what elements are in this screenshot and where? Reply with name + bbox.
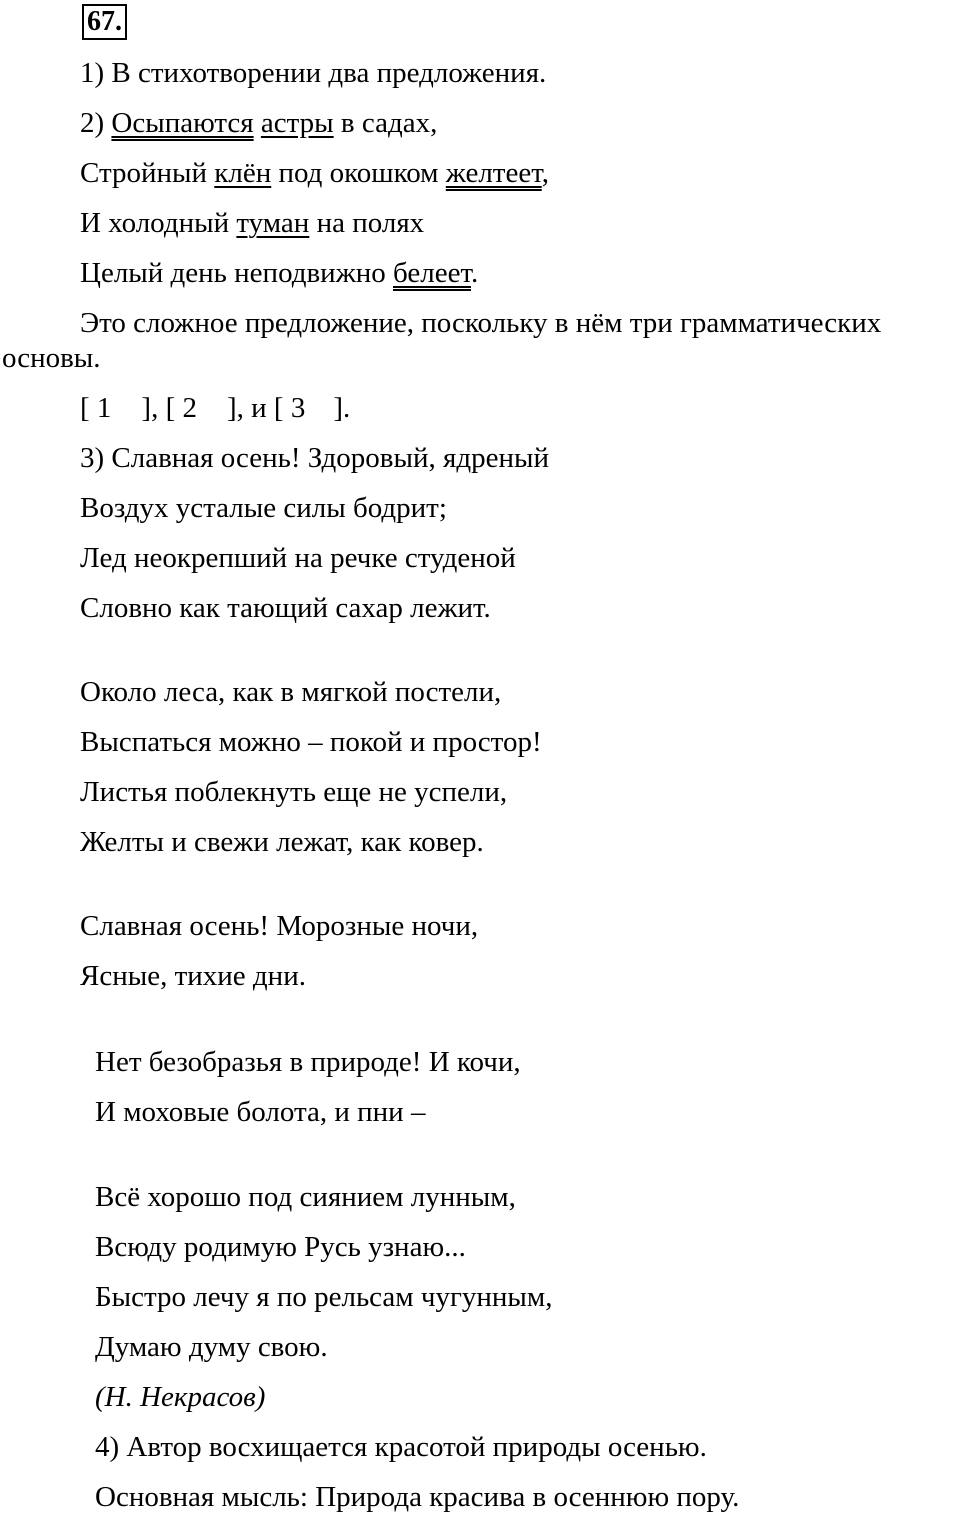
text-segment: , (541, 157, 549, 189)
predicate-1: Осыпаются (111, 107, 254, 139)
predicate-2: желтеет (445, 157, 542, 189)
text-segment: И холодный (80, 207, 237, 239)
poem2-line: Желты и свежи лежат, как ковер. (80, 826, 484, 858)
poem1-line-2 (80, 155, 549, 191)
subject-3: туман (236, 207, 310, 239)
text-segment: на полях (309, 207, 425, 239)
poem2-line: Листья поблекнуть еще не успели, (80, 776, 508, 808)
poem2-line: Лед неокрепший на речке студеной (80, 542, 516, 574)
text-segment: Целый день неподвижно (80, 257, 394, 289)
poem2-line: Воздух усталые силы бодрит; (80, 492, 447, 524)
main-idea: Основная мысль: Природа красива в осеннюю пору. (95, 1481, 740, 1513)
poem2-line: Около леса, как в мягкой постели, (80, 676, 502, 708)
poem2-line: Думаю думу свою. (95, 1331, 328, 1363)
explanation-line-2: основы. (2, 342, 101, 374)
space (254, 107, 261, 139)
poem2-line: Выспаться можно – покой и простор! (80, 726, 542, 758)
subject-1: астры (260, 107, 334, 139)
item-1: 1) В стихотворении два предложения. (80, 57, 547, 89)
scheme-part-4: ]. (333, 392, 351, 424)
poem2-line: И моховые болота, и пни – (95, 1096, 426, 1128)
exercise-number: 67. (82, 4, 127, 40)
sentence-scheme (80, 390, 350, 426)
text-segment: под окошком (271, 157, 446, 189)
poem2-line: Славная осень! Морозные ночи, (80, 910, 479, 942)
poem1-line-3 (80, 205, 424, 241)
item-4: 4) Автор восхищается красотой природы осенью. (95, 1431, 707, 1463)
poem2-line: Нет безобразья в природе! И кочи, (95, 1046, 521, 1078)
scheme-part-2: ], [ 2 (141, 392, 197, 424)
poem2-line: Всё хорошо под сиянием лунным, (95, 1181, 516, 1213)
poem-author: (Н. Некрасов) (95, 1381, 266, 1413)
poem1-line-1 (80, 105, 437, 141)
poem2-line: 3) Славная осень! Здоровый, ядреный (80, 442, 549, 474)
poem2-line: Словно как тающий сахар лежит. (80, 592, 491, 624)
poem2-line: Быстро лечу я по рельсам чугунным, (95, 1281, 553, 1313)
explanation-line-1: Это сложное предложение, поскольку в нём три грамматических (80, 307, 882, 339)
item-2-prefix: 2) (80, 107, 112, 139)
scheme-part-3: ], и [ 3 (227, 392, 306, 424)
text-segment: . (470, 257, 479, 289)
poem2-line: Ясные, тихие дни. (80, 960, 306, 992)
subject-2: клён (214, 157, 272, 189)
text-segment: Стройный (80, 157, 215, 189)
scheme-part-1: [ 1 (80, 392, 112, 424)
poem2-line: Всюду родимую Русь узнаю... (95, 1231, 466, 1263)
line-rest: в садах, (333, 107, 438, 139)
poem1-line-4 (80, 255, 478, 291)
predicate-3: белеет (393, 257, 471, 289)
